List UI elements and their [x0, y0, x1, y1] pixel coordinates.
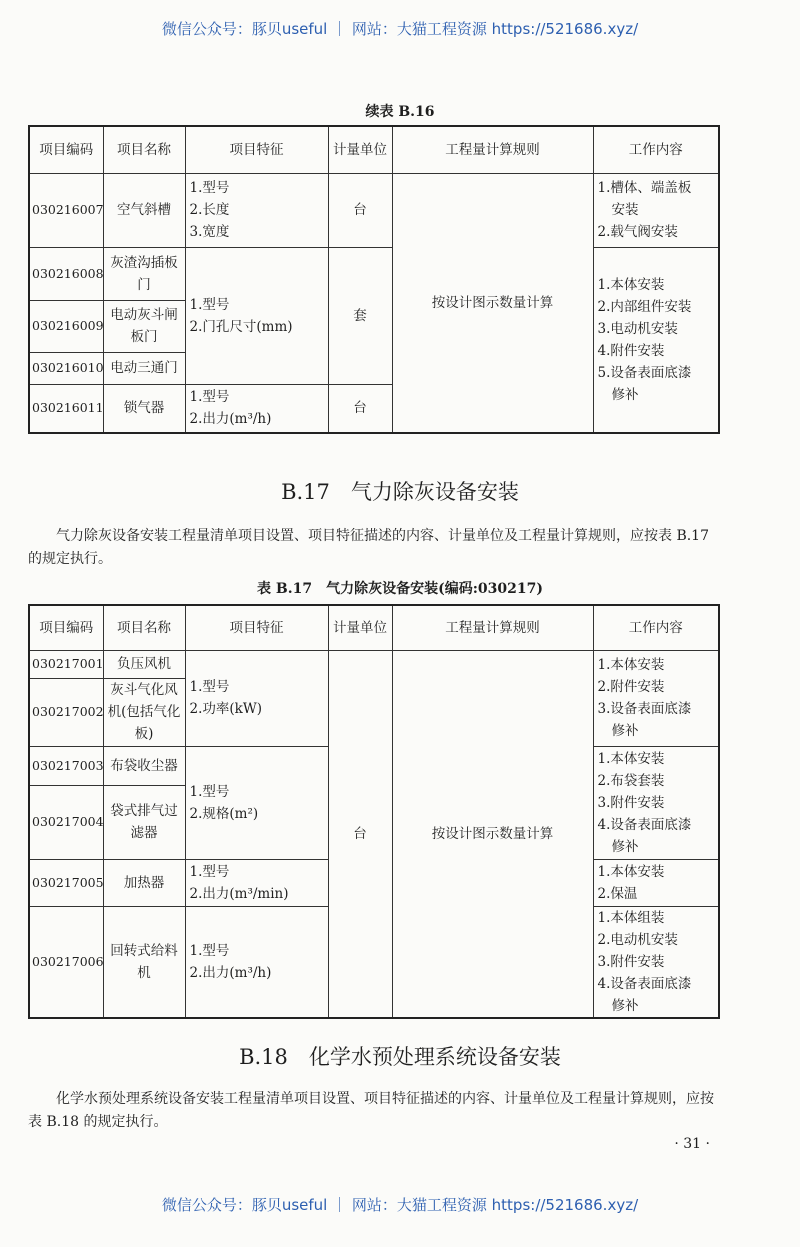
work-item: 安装: [611, 202, 639, 218]
work-item: 2.布袋套装: [597, 772, 665, 789]
page-number: · 31 ·: [674, 1136, 710, 1152]
feature: 2.规格(m²): [189, 805, 259, 822]
code-cell: 030216009: [29, 300, 103, 352]
work-item: 修补: [611, 386, 639, 403]
section-b18-title: B.18 化学水预处理系统设备安装: [239, 1045, 561, 1069]
feature-cell: [185, 650, 328, 746]
feature: 1.型号: [189, 389, 230, 406]
unit-cell: 台: [328, 384, 392, 433]
work-item: 1.本体安装: [597, 276, 665, 293]
work-cell: [593, 650, 719, 746]
name-cell: 加热器: [103, 859, 185, 906]
table-b16-caption: 续表 B.16: [365, 104, 435, 120]
feature: 3.宽度: [189, 224, 230, 240]
code-cell: 030216010: [29, 352, 103, 384]
work-item: 1.槽体、端盖板: [597, 180, 692, 196]
table-row: [29, 173, 719, 247]
feature: 2.出力(m³/h): [189, 411, 272, 428]
unit-cell: 套: [328, 247, 392, 384]
section-b17-paragraph: 气力除灰设备安装工程量清单项目设置、项目特征描述的内容、计量单位及工程量计算规则，应按表 B.17 的规定执行。: [28, 528, 710, 567]
work-item: 2.内部组件安装: [597, 298, 692, 315]
work-item: 5.设备表面底漆: [597, 364, 692, 381]
rule-cell: 按设计图示数量计算: [392, 650, 593, 1018]
code-cell: 030217006: [29, 906, 103, 1018]
feature-cell: [185, 173, 328, 247]
feature: 1.型号: [189, 942, 230, 959]
feature: 1.型号: [189, 863, 230, 880]
feature: 1.型号: [189, 180, 230, 196]
section-b17-title: B.17 气力除灰设备安装: [281, 480, 519, 504]
header-cell: 项目名称: [103, 126, 185, 173]
work-cell: [593, 859, 719, 906]
watermark-bottom: 微信公众号：豚贝useful ｜ 网站：大猫工程资源 https://521686.xyz/: [161, 1196, 639, 1214]
feature-cell: [185, 859, 328, 906]
name-cell: 袋式排气过滤器: [103, 785, 185, 859]
work-item: 3.附件安装: [597, 794, 665, 811]
name-cell: 锁气器: [103, 384, 185, 433]
work-cell: [593, 173, 719, 247]
work-cell: [593, 247, 719, 433]
code-cell: 030216008: [29, 247, 103, 300]
work-item: 修补: [611, 997, 639, 1014]
code-cell: 030217003: [29, 746, 103, 785]
header-cell: 项目特征: [185, 126, 328, 173]
feature: 2.出力(m³/min): [189, 885, 289, 902]
work-item: 2.电动机安装: [597, 931, 678, 948]
work-item: 4.附件安装: [597, 342, 665, 359]
code-cell: 030217005: [29, 859, 103, 906]
feature: 1.型号: [189, 679, 230, 695]
code-cell: 030217004: [29, 785, 103, 859]
table-row: [29, 247, 719, 300]
feature-cell: [185, 746, 328, 859]
work-item: 1.本体安装: [597, 657, 665, 673]
header-cell: 项目编码: [29, 605, 103, 650]
header-cell: 工程量计算规则: [392, 605, 593, 650]
feature: 1.型号: [189, 296, 230, 313]
feature: 2.门孔尺寸(mm): [189, 318, 293, 335]
work-item: 1.本体组装: [597, 909, 665, 926]
work-item: 4.设备表面底漆: [597, 975, 692, 992]
header-cell: 项目特征: [185, 605, 328, 650]
feature-cell: [185, 906, 328, 1018]
table-b17: [28, 604, 720, 1019]
work-item: 2.附件安装: [597, 679, 665, 695]
rule-cell: 按设计图示数量计算: [392, 173, 593, 433]
table-b16: [28, 125, 720, 434]
table-row: [29, 650, 719, 678]
name-cell: 负压风机: [103, 650, 185, 678]
table-header-row: [29, 126, 719, 173]
work-item: 1.本体安装: [597, 863, 665, 880]
section-b18-paragraph: 化学水预处理系统设备安装工程量清单项目设置、项目特征描述的内容、计量单位及工程量计算规则，应按表 B.18 的规定执行。: [28, 1091, 714, 1130]
code-cell: 030217002: [29, 678, 103, 746]
work-item: 4.设备表面底漆: [597, 816, 692, 833]
unit-cell: 台: [328, 650, 392, 1018]
header-cell: 工作内容: [593, 605, 719, 650]
name-cell: 布袋收尘器: [103, 746, 185, 785]
table-b17-caption: 表 B.17 气力除灰设备安装(编码:030217): [257, 581, 543, 597]
work-item: 修补: [611, 838, 639, 855]
header-cell: 项目编码: [29, 126, 103, 173]
feature: 2.出力(m³/h): [189, 964, 272, 981]
work-item: 3.设备表面底漆: [597, 701, 692, 717]
header-cell: 项目名称: [103, 605, 185, 650]
work-item: 2.载气阀安装: [597, 224, 678, 240]
name-cell: 空气斜槽: [103, 173, 185, 247]
code-cell: 030216011: [29, 384, 103, 433]
header-cell: 工程量计算规则: [392, 126, 593, 173]
feature: 1.型号: [189, 783, 230, 800]
feature: 2.功率(kW): [189, 701, 262, 717]
work-cell: [593, 746, 719, 859]
name-cell: 回转式给料机: [103, 906, 185, 1018]
feature-cell: [185, 247, 328, 384]
name-cell: 灰渣沟插板门: [103, 247, 185, 300]
feature-cell: [185, 384, 328, 433]
watermark-top: 微信公众号：豚贝useful ｜ 网站：大猫工程资源 https://521686.xyz/: [161, 20, 639, 38]
header-cell: 计量单位: [328, 605, 392, 650]
name-cell: 电动灰斗闸板门: [103, 300, 185, 352]
work-item: 2.保温: [597, 885, 638, 902]
name-cell: 电动三通门: [103, 352, 185, 384]
code-cell: 030217001: [29, 650, 103, 678]
work-cell: [593, 906, 719, 1018]
header-cell: 工作内容: [593, 126, 719, 173]
table-header-row: [29, 605, 719, 650]
work-item: 1.本体安装: [597, 750, 665, 767]
work-item: 3.电动机安装: [597, 320, 678, 337]
unit-cell: 台: [328, 173, 392, 247]
code-cell: 030216007: [29, 173, 103, 247]
header-cell: 计量单位: [328, 126, 392, 173]
feature: 2.长度: [189, 202, 230, 218]
work-item: 修补: [611, 723, 639, 739]
name-cell: 灰斗气化风机(包括气化板): [103, 678, 185, 746]
work-item: 3.附件安装: [597, 953, 665, 970]
